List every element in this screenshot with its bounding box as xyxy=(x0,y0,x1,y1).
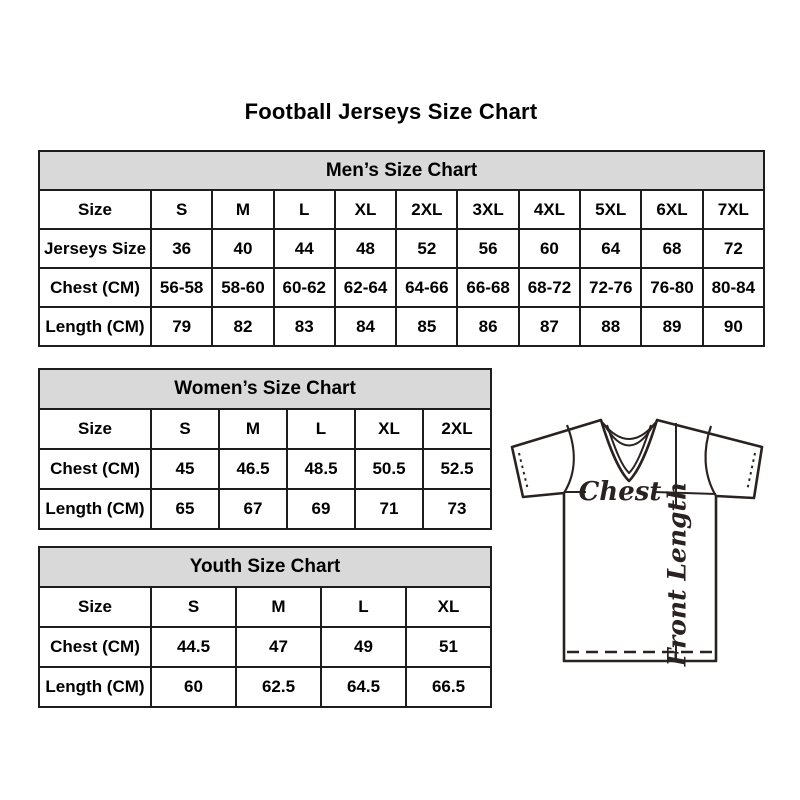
value-cell: 60 xyxy=(151,667,236,707)
size-header-cell: S xyxy=(151,409,219,449)
value-cell: 79 xyxy=(151,307,212,346)
size-header-cell: M xyxy=(219,409,287,449)
value-cell: 88 xyxy=(580,307,641,346)
size-header-cell: M xyxy=(212,190,273,229)
value-cell: 89 xyxy=(641,307,702,346)
size-header-cell: XL xyxy=(335,190,396,229)
size-header-cell: L xyxy=(274,190,335,229)
row-label: Size xyxy=(39,409,151,449)
table-row xyxy=(39,587,491,627)
value-cell: 68-72 xyxy=(519,268,580,307)
size-header-cell: L xyxy=(321,587,406,627)
value-cell: 64 xyxy=(580,229,641,268)
size-header-cell: 3XL xyxy=(457,190,518,229)
table-row xyxy=(39,489,491,529)
table-row xyxy=(39,667,491,707)
value-cell: 66-68 xyxy=(457,268,518,307)
size-header-cell: 4XL xyxy=(519,190,580,229)
table-title: Youth Size Chart xyxy=(39,547,491,587)
value-cell: 64.5 xyxy=(321,667,406,707)
right-cuff-stitch-line xyxy=(747,453,755,491)
value-cell: 73 xyxy=(423,489,491,529)
size-header-cell: 6XL xyxy=(641,190,702,229)
value-cell: 51 xyxy=(406,627,491,667)
value-cell: 69 xyxy=(287,489,355,529)
table-title-row xyxy=(39,369,491,409)
table-row xyxy=(39,449,491,489)
value-cell: 66.5 xyxy=(406,667,491,707)
table-row xyxy=(39,627,491,667)
value-cell: 72 xyxy=(703,229,764,268)
value-cell: 68 xyxy=(641,229,702,268)
value-cell: 83 xyxy=(274,307,335,346)
value-cell: 60 xyxy=(519,229,580,268)
chest-label: Chest xyxy=(578,477,662,507)
value-cell: 86 xyxy=(457,307,518,346)
value-cell: 60-62 xyxy=(274,268,335,307)
table-row xyxy=(39,229,764,268)
value-cell: 71 xyxy=(355,489,423,529)
value-cell: 52.5 xyxy=(423,449,491,489)
value-cell: 36 xyxy=(151,229,212,268)
row-label: Chest (CM) xyxy=(39,268,151,307)
value-cell: 50.5 xyxy=(355,449,423,489)
value-cell: 48.5 xyxy=(287,449,355,489)
value-cell: 65 xyxy=(151,489,219,529)
value-cell: 52 xyxy=(396,229,457,268)
table-row xyxy=(39,307,764,346)
front-length-label: Front Length xyxy=(662,481,692,667)
row-label: Size xyxy=(39,587,151,627)
womens-size-table xyxy=(38,368,492,530)
size-header-cell: M xyxy=(236,587,321,627)
youth-size-table xyxy=(38,546,492,708)
row-label: Length (CM) xyxy=(39,489,151,529)
value-cell: 44.5 xyxy=(151,627,236,667)
jersey-measurement-diagram xyxy=(497,402,782,677)
value-cell: 87 xyxy=(519,307,580,346)
value-cell: 80-84 xyxy=(703,268,764,307)
left-sleeve-seam xyxy=(564,425,574,493)
row-label: Jerseys Size xyxy=(39,229,151,268)
value-cell: 82 xyxy=(212,307,273,346)
value-cell: 44 xyxy=(274,229,335,268)
row-label: Length (CM) xyxy=(39,307,151,346)
size-header-cell: 2XL xyxy=(396,190,457,229)
size-header-cell: 5XL xyxy=(580,190,641,229)
value-cell: 47 xyxy=(236,627,321,667)
table-title-row xyxy=(39,547,491,587)
row-label: Length (CM) xyxy=(39,667,151,707)
table-title-row xyxy=(39,151,764,190)
table-row xyxy=(39,190,764,229)
value-cell: 49 xyxy=(321,627,406,667)
value-cell: 72-76 xyxy=(580,268,641,307)
value-cell: 85 xyxy=(396,307,457,346)
row-label: Chest (CM) xyxy=(39,627,151,667)
page-title: Football Jerseys Size Chart xyxy=(244,99,538,124)
size-header-cell: S xyxy=(151,587,236,627)
value-cell: 58-60 xyxy=(212,268,273,307)
size-header-cell: S xyxy=(151,190,212,229)
collar-inner-v-line xyxy=(607,425,651,473)
table-title: Women’s Size Chart xyxy=(39,369,491,409)
value-cell: 90 xyxy=(703,307,764,346)
size-header-cell: XL xyxy=(406,587,491,627)
value-cell: 62-64 xyxy=(335,268,396,307)
row-label: Size xyxy=(39,190,151,229)
table-title: Men’s Size Chart xyxy=(39,151,764,190)
collar-rib-line-2 xyxy=(604,424,654,446)
right-sleeve-seam xyxy=(706,426,716,496)
value-cell: 40 xyxy=(212,229,273,268)
value-cell: 56-58 xyxy=(151,268,212,307)
value-cell: 56 xyxy=(457,229,518,268)
mens-size-table xyxy=(38,150,765,347)
jersey-outline xyxy=(512,420,762,661)
table-row xyxy=(39,409,491,449)
value-cell: 64-66 xyxy=(396,268,457,307)
table-row xyxy=(39,268,764,307)
value-cell: 67 xyxy=(219,489,287,529)
value-cell: 48 xyxy=(335,229,396,268)
value-cell: 76-80 xyxy=(641,268,702,307)
value-cell: 62.5 xyxy=(236,667,321,707)
size-header-cell: 7XL xyxy=(703,190,764,229)
size-header-cell: L xyxy=(287,409,355,449)
size-header-cell: XL xyxy=(355,409,423,449)
value-cell: 45 xyxy=(151,449,219,489)
size-header-cell: 2XL xyxy=(423,409,491,449)
row-label: Chest (CM) xyxy=(39,449,151,489)
value-cell: 46.5 xyxy=(219,449,287,489)
value-cell: 84 xyxy=(335,307,396,346)
